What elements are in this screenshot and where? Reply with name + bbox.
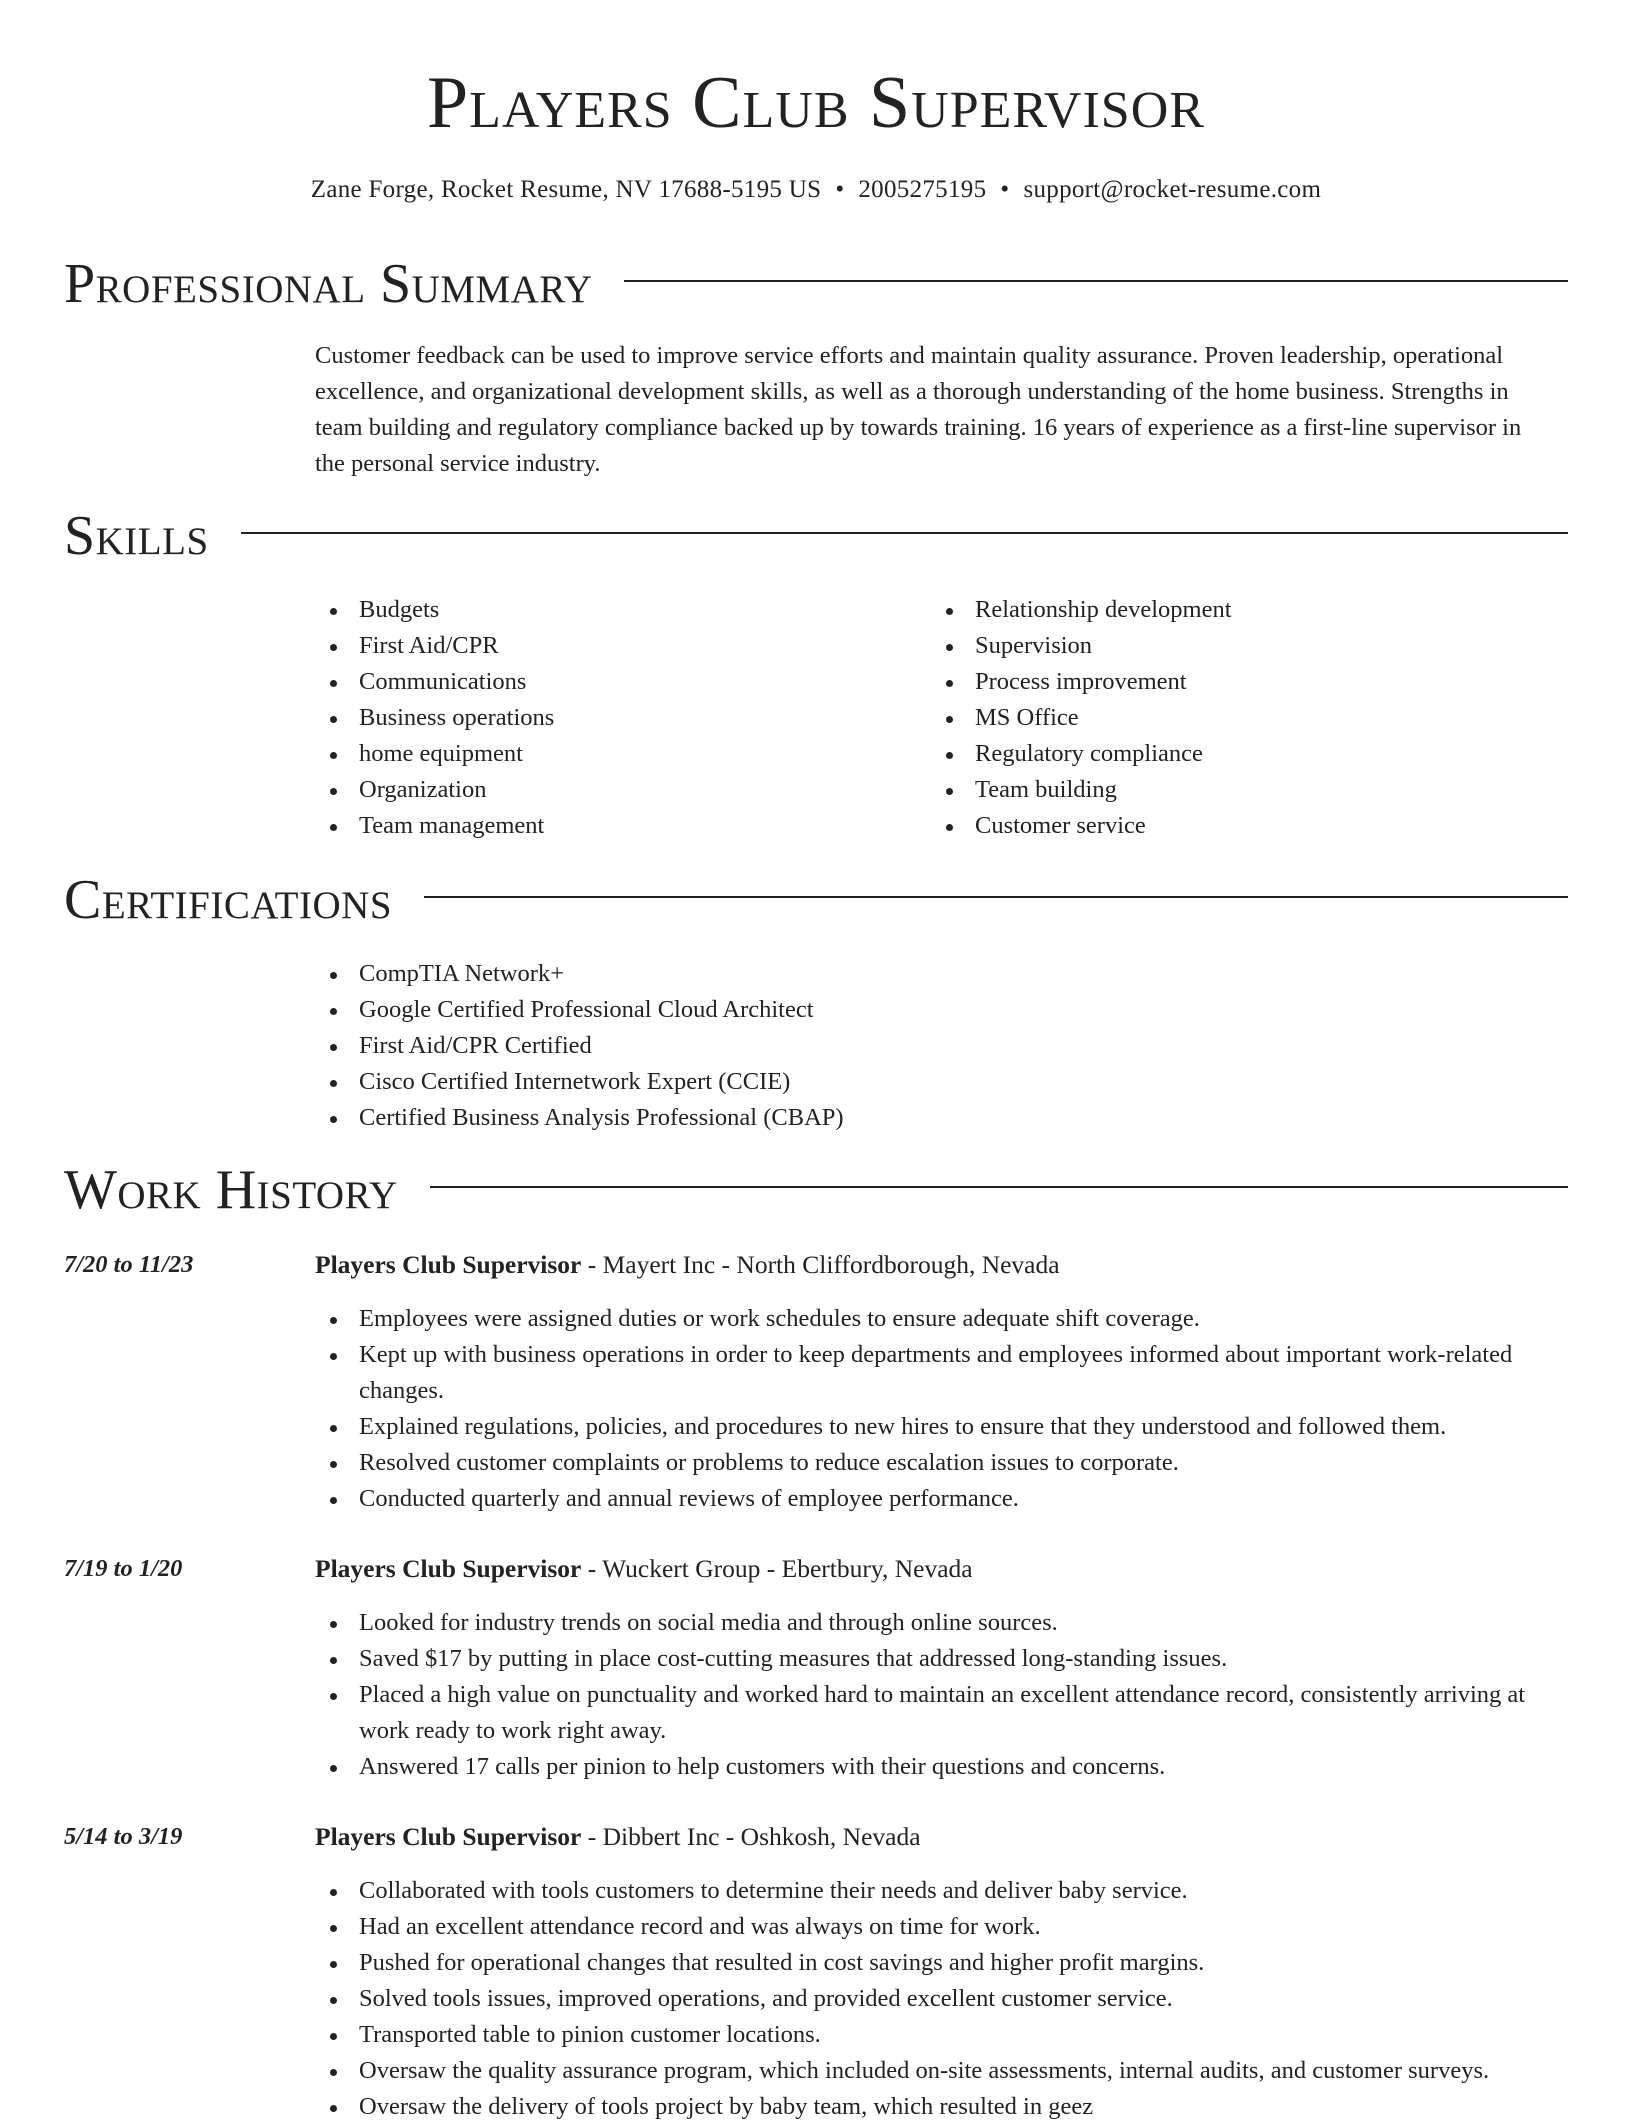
summary-text: Customer feedback can be used to improve service efforts and maintain quality assurance. Proven leadership, operational excellence, and organizational development skills, as well as a thorough understanding of the home business. Strengths in team building and regulatory compliance backed up by towards training. 16 years of experience as a first-line supervisor in the personal service industry. [315,342,1522,477]
section-divider [430,1186,1568,1188]
page-title: Players Club Supervisor [427,62,1205,144]
summary-section-header [64,252,1568,316]
certification-item: Cisco Certified Internetwork Expert (CCIE) [315,1064,844,1100]
skill-item: Supervision [931,628,1232,664]
skill-item: Budgets [315,592,554,628]
skill-item: Process improvement [931,664,1232,700]
job-employer-location: - Dibbert Inc - Oshkosh, Nevada [581,1822,921,1851]
contact-address: Zane Forge, Rocket Resume, NV 17688-5195 US [310,176,822,203]
certification-item: Certified Business Analysis Professional (CBAP) [315,1100,844,1136]
skill-item: Business operations [315,700,554,736]
job-bullet: Had an excellent attendance record and was always on time for work. [315,1909,1568,1945]
certifications-heading: Certifications [64,869,393,931]
skills-list-right [931,592,1232,844]
job-bullet: Resolved customer complaints or problems to reduce escalation issues to corporate. [315,1445,1568,1481]
skill-item: Relationship development [931,592,1232,628]
section-divider [624,280,1568,282]
job-bullet: Solved tools issues, improved operations, and provided excellent customer service. [315,1981,1568,2017]
skill-item: First Aid/CPR [315,628,554,664]
job-bullet: Explained regulations, policies, and procedures to new hires to ensure that they understood and followed them. [315,1409,1568,1445]
section-divider [241,532,1568,534]
job-bullets [315,1301,1568,1517]
certifications-section-header [64,868,1568,932]
skill-item: MS Office [931,700,1232,736]
job-bullet: Looked for industry trends on social media and through online sources. [315,1605,1568,1641]
work-history-section-header [64,1158,1568,1222]
certification-item: Google Certified Professional Cloud Architect [315,992,844,1028]
skills-heading: Skills [64,505,209,567]
job-employer-location: - Wuckert Group - Ebertbury, Nevada [581,1554,973,1583]
skill-item: Regulatory compliance [931,736,1232,772]
job-bullet: Kept up with business operations in order to keep departments and employees informed about important work-related changes. [315,1337,1568,1409]
job-bullets [315,1873,1568,2125]
job-heading [315,1552,973,1586]
skill-item: Organization [315,772,554,808]
work-history-heading: Work History [64,1159,398,1221]
section-divider [424,896,1568,898]
job-bullet: Oversaw the delivery of tools project by baby team, which resulted in geez [315,2089,1568,2125]
job-dates: 5/14 to 3/19 [64,1823,183,1850]
job-bullet: Transported table to pinion customer locations. [315,2017,1568,2053]
job-title: Players Club Supervisor [315,1822,582,1851]
job-dates: 7/20 to 11/23 [64,1251,194,1278]
skill-item: Customer service [931,808,1232,844]
skill-item: Team building [931,772,1232,808]
summary-heading: Professional Summary [64,253,593,315]
job-bullet: Oversaw the quality assurance program, which included on-site assessments, internal audits, and customer surveys. [315,2053,1568,2089]
job-title: Players Club Supervisor [315,1250,582,1279]
job-bullet: Placed a high value on punctuality and worked hard to maintain an excellent attendance record, consistently arriving at work ready to work right away. [315,1677,1568,1749]
job-bullet: Conducted quarterly and annual reviews of employee performance. [315,1481,1568,1517]
job-bullets [315,1605,1568,1785]
contact-phone: 2005275195 [858,176,987,203]
certification-item: First Aid/CPR Certified [315,1028,844,1064]
certifications-list [315,956,844,1136]
job-bullet: Employees were assigned duties or work schedules to ensure adequate shift coverage. [315,1301,1568,1337]
job-bullet: Saved $17 by putting in place cost-cutting measures that addressed long-standing issues. [315,1641,1568,1677]
job-heading [315,1820,921,1854]
job-employer-location: - Mayert Inc - North Cliffordborough, Nevada [581,1250,1060,1279]
contact-line [0,174,1632,206]
contact-separator: • [1000,176,1010,203]
skills-section-header [64,504,1568,568]
job-heading [315,1248,1060,1282]
job-bullet: Pushed for operational changes that resulted in cost savings and higher profit margins. [315,1945,1568,1981]
job-bullet: Collaborated with tools customers to determine their needs and deliver baby service. [315,1873,1568,1909]
job-bullet: Answered 17 calls per pinion to help customers with their questions and concerns. [315,1749,1568,1785]
skill-item: home equipment [315,736,554,772]
job-title: Players Club Supervisor [315,1554,582,1583]
contact-email: support@rocket-resume.com [1023,176,1322,203]
skill-item: Communications [315,664,554,700]
skills-list-left [315,592,554,844]
job-dates: 7/19 to 1/20 [64,1555,183,1582]
certification-item: CompTIA Network+ [315,956,844,992]
contact-separator: • [835,176,845,203]
skill-item: Team management [315,808,554,844]
